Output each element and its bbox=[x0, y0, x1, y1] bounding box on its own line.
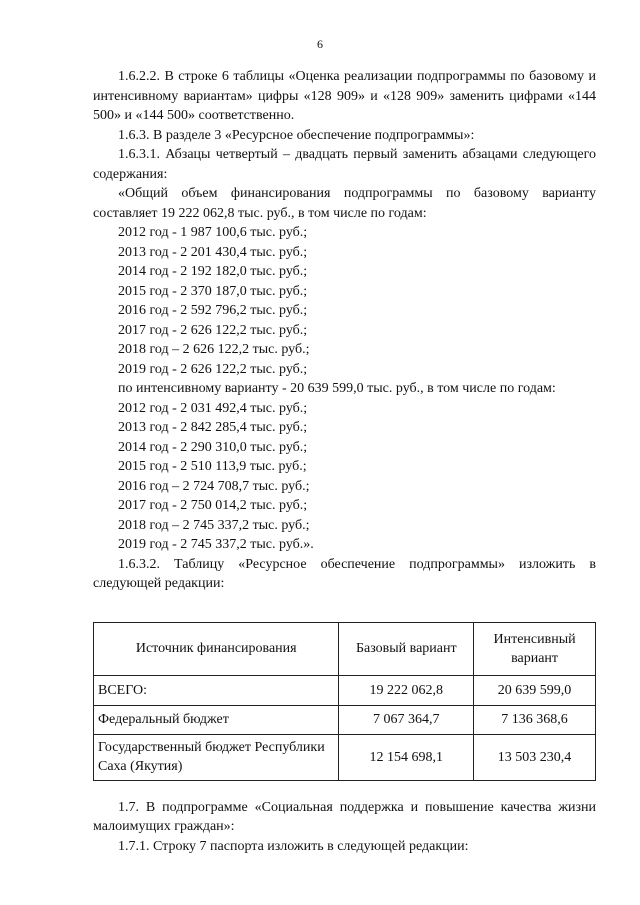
paragraph-total-intensive: по интенсивному варианту - 20 639 599,0 тыс. руб., в том числе по годам: bbox=[118, 381, 556, 396]
row-intensive-value: 13 503 230,4 bbox=[474, 734, 596, 780]
document-body bbox=[93, 67, 596, 856]
paragraph-1-6-3-2: 1.6.3.2. Таблицу «Ресурсное обеспечение подпрограммы» изложить в следующей редакции: bbox=[93, 556, 596, 591]
row-source: Государственный бюджет Республики Саха (Якутия) bbox=[94, 734, 339, 780]
intensive-year-line: 2013 год - 2 842 285,4 тыс. руб.; bbox=[118, 420, 308, 435]
table-header-row bbox=[94, 622, 596, 675]
row-intensive-value: 20 639 599,0 bbox=[474, 675, 596, 705]
intensive-year-line: 2019 год - 2 745 337,2 тыс. руб.». bbox=[118, 537, 314, 552]
intensive-year-line: 2017 год - 2 750 014,2 тыс. руб.; bbox=[118, 498, 308, 513]
page-number: 6 bbox=[317, 37, 323, 51]
intensive-year-line: 2012 год - 2 031 492,4 тыс. руб.; bbox=[118, 400, 308, 416]
row-base-value: 7 067 364,7 bbox=[339, 705, 474, 734]
base-year-line: 2019 год - 2 626 122,2 тыс. руб.; bbox=[118, 361, 308, 377]
row-intensive-value: 7 136 368,6 bbox=[474, 705, 596, 734]
base-year-line: 2016 год - 2 592 796,2 тыс. руб.; bbox=[118, 303, 308, 318]
header-base-variant: Базовый вариант bbox=[339, 622, 474, 675]
paragraph-1-7: 1.7. В подпрограмме «Социальная поддержка и повышение качества жизни малоимущих граждан»: bbox=[93, 799, 596, 834]
table-row bbox=[94, 734, 596, 780]
base-year-line: 2015 год - 2 370 187,0 тыс. руб.; bbox=[118, 283, 308, 299]
resource-table bbox=[93, 622, 596, 781]
paragraph-1-6-3-1: 1.6.3.1. Абзацы четвертый – двадцать первый заменить абзацами следующего содержания: bbox=[93, 147, 596, 182]
table-row bbox=[94, 675, 596, 705]
base-year-line: 2012 год - 1 987 100,6 тыс. руб.; bbox=[118, 225, 308, 240]
paragraph-total-base: «Общий объем финансирования подпрограммы по базовому варианту составляет 19 222 062,8 тыс. руб., в том числе по годам: bbox=[93, 186, 596, 221]
intensive-year-line: 2016 год – 2 724 708,7 тыс. руб.; bbox=[118, 478, 310, 494]
row-base-value: 12 154 698,1 bbox=[339, 734, 474, 780]
paragraph-1-7-1: 1.7.1. Строку 7 паспорта изложить в следующей редакции: bbox=[118, 838, 469, 854]
intensive-year-line: 2014 год - 2 290 310,0 тыс. руб.; bbox=[118, 439, 308, 455]
row-source: Федеральный бюджет bbox=[94, 705, 339, 734]
base-year-line: 2018 год – 2 626 122,2 тыс. руб.; bbox=[118, 342, 310, 357]
header-source: Источник финансирования bbox=[94, 622, 339, 675]
base-year-line: 2014 год - 2 192 182,0 тыс. руб.; bbox=[118, 264, 308, 279]
base-year-line: 2017 год - 2 626 122,2 тыс. руб.; bbox=[118, 322, 308, 338]
intensive-year-line: 2018 год – 2 745 337,2 тыс. руб.; bbox=[118, 517, 310, 533]
row-base-value: 19 222 062,8 bbox=[339, 675, 474, 705]
paragraph-1-6-3: 1.6.3. В разделе 3 «Ресурсное обеспечение подпрограммы»: bbox=[118, 127, 475, 143]
intensive-year-line: 2015 год - 2 510 113,9 тыс. руб.; bbox=[118, 459, 307, 474]
row-source: ВСЕГО: bbox=[94, 675, 339, 705]
paragraph-1-6-2-2: 1.6.2.2. В строке 6 таблицы «Оценка реализации подпрограммы по базовому и интенсивному вариантам» цифры «128 909» и «128 909» заменить цифрами «144 500» и «144 500» соответственно. bbox=[93, 69, 596, 123]
table-row bbox=[94, 705, 596, 734]
base-year-line: 2013 год - 2 201 430,4 тыс. руб.; bbox=[118, 244, 308, 260]
header-intensive-variant: Интенсивный вариант bbox=[474, 622, 596, 675]
